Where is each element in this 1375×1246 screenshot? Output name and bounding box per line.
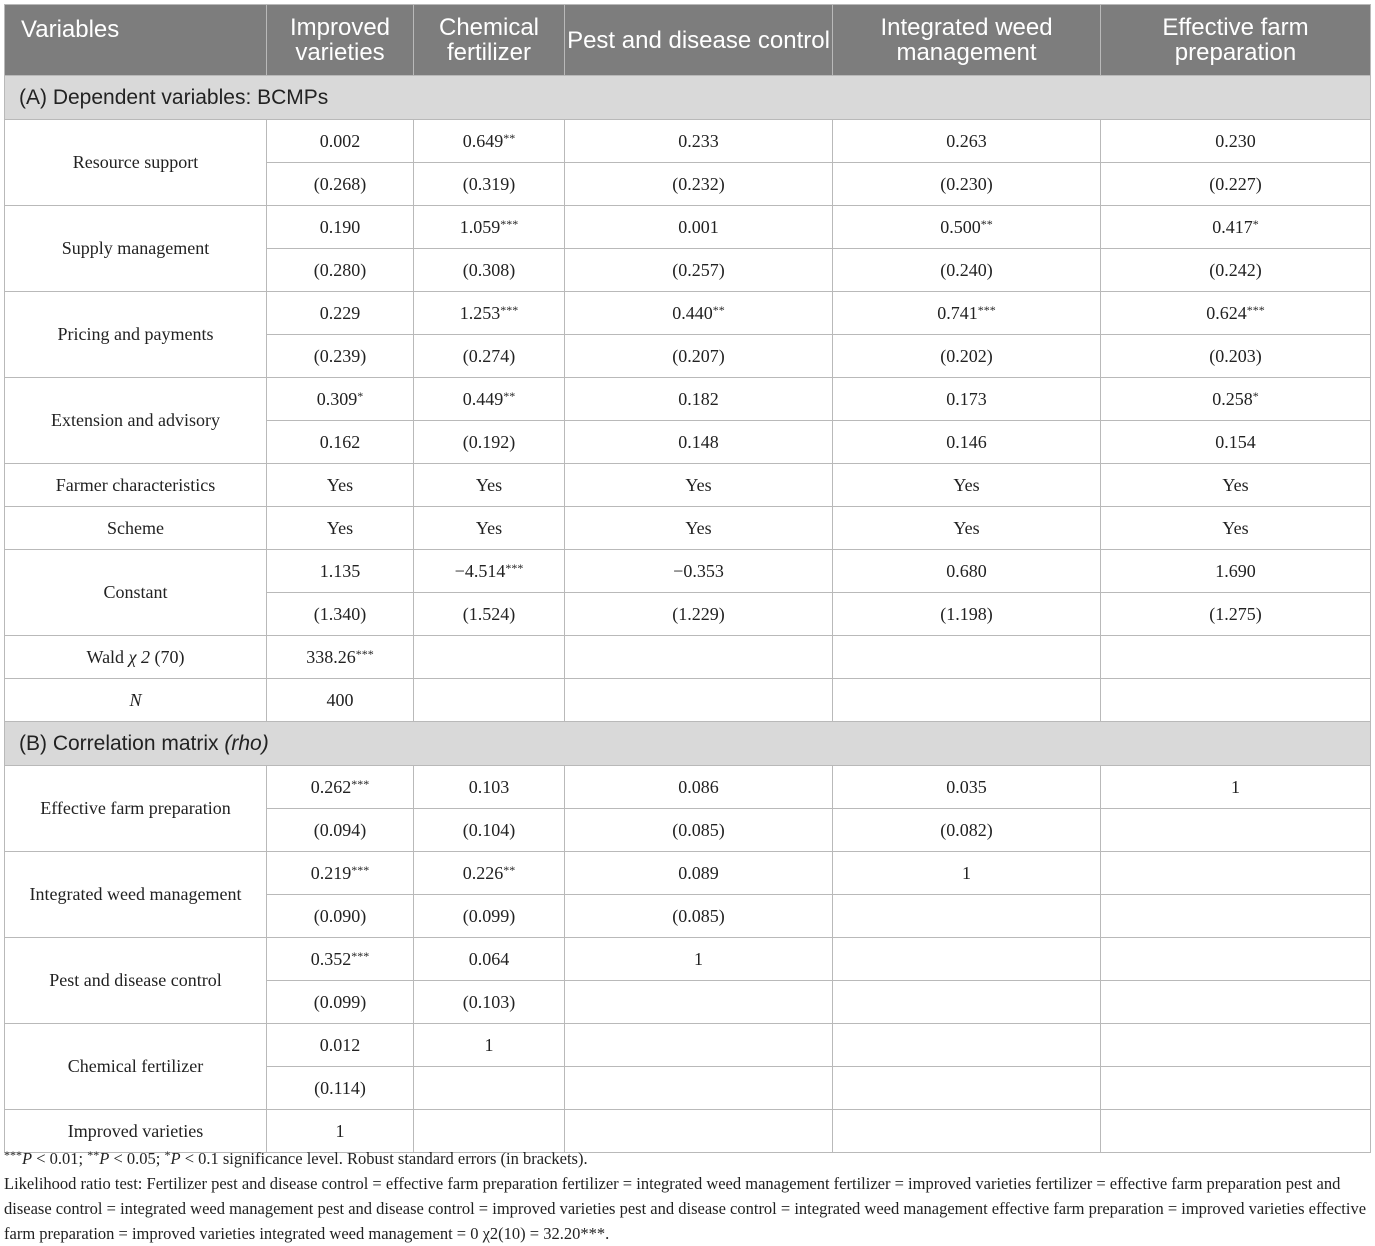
table-cell: [565, 981, 833, 1024]
table-cell: (0.227): [1101, 163, 1371, 206]
table-cell: [833, 938, 1101, 981]
table-cell: 0.263: [833, 120, 1101, 163]
table-cell: [1101, 809, 1371, 852]
table-cell: 1: [565, 938, 833, 981]
table-cell: (0.232): [565, 163, 833, 206]
header-pest-disease-control: Pest and disease control: [565, 5, 833, 76]
table-cell: [833, 679, 1101, 722]
table-cell: 0.229: [267, 292, 414, 335]
section-b-header: [5, 722, 1371, 766]
table-cell: (0.192): [414, 421, 565, 464]
table-cell: [833, 981, 1101, 1024]
row-label: Chemical fertilizer: [5, 1024, 267, 1110]
table-cell: 0.086: [565, 766, 833, 809]
table-cell: 0.162: [267, 421, 414, 464]
table-notes: [4, 1146, 1370, 1246]
row-label: N: [5, 679, 267, 722]
table-cell: 0.352***: [267, 938, 414, 981]
table-row: [5, 1024, 1371, 1067]
table-cell: [414, 636, 565, 679]
header-improved-varieties: Improved varieties: [267, 5, 414, 76]
table-row: [5, 120, 1371, 163]
table-cell: [414, 679, 565, 722]
table-cell: [833, 1067, 1101, 1110]
row-label: Improved varieties: [5, 1110, 267, 1153]
table-cell: Yes: [565, 464, 833, 507]
table-cell: 0.103: [414, 766, 565, 809]
header-effective-farm-preparation: Effective farm preparation: [1101, 5, 1371, 76]
table-cell: (0.308): [414, 249, 565, 292]
table-cell: 1: [267, 1110, 414, 1153]
row-label: Integrated weed management: [5, 852, 267, 938]
table-cell: 400: [267, 679, 414, 722]
significance-note: ***P < 0.01; **P < 0.05; *P < 0.1 significance level. Robust standard errors (in brackets).: [4, 1148, 588, 1168]
table-cell: (0.274): [414, 335, 565, 378]
table-row: [5, 464, 1371, 507]
table-row: [5, 292, 1371, 335]
table-cell: Yes: [1101, 507, 1371, 550]
table-cell: 0.064: [414, 938, 565, 981]
table-cell: 0.089: [565, 852, 833, 895]
table-cell: [1101, 679, 1371, 722]
row-label: Resource support: [5, 120, 267, 206]
row-label: Extension and advisory: [5, 378, 267, 464]
table-cell: [565, 1024, 833, 1067]
table-cell: 1.690: [1101, 550, 1371, 593]
table-cell: (1.198): [833, 593, 1101, 636]
table-cell: 0.182: [565, 378, 833, 421]
table-cell: (1.229): [565, 593, 833, 636]
table-cell: (0.085): [565, 895, 833, 938]
section-a-header: [5, 76, 1371, 120]
table-cell: 1: [1101, 766, 1371, 809]
table-cell: 0.741***: [833, 292, 1101, 335]
header-integrated-weed-management: Integrated weed management: [833, 5, 1101, 76]
row-label: Farmer characteristics: [5, 464, 267, 507]
table-cell: (0.085): [565, 809, 833, 852]
table-cell: 1: [833, 852, 1101, 895]
table-row: [5, 938, 1371, 981]
table-cell: 0.649**: [414, 120, 565, 163]
table-cell: (0.114): [267, 1067, 414, 1110]
table-cell: 0.001: [565, 206, 833, 249]
table-cell: [1101, 636, 1371, 679]
row-label: Wald χ 2 (70): [5, 636, 267, 679]
table-cell: 0.233: [565, 120, 833, 163]
table-row: [5, 636, 1371, 679]
row-label: Scheme: [5, 507, 267, 550]
table-row: [5, 679, 1371, 722]
row-label: Supply management: [5, 206, 267, 292]
table-cell: (0.242): [1101, 249, 1371, 292]
table-cell: 1: [414, 1024, 565, 1067]
results-table: [4, 4, 1371, 1153]
table-cell: 0.002: [267, 120, 414, 163]
table-cell: 0.190: [267, 206, 414, 249]
row-label: Constant: [5, 550, 267, 636]
table-cell: 0.230: [1101, 120, 1371, 163]
table-cell: −0.353: [565, 550, 833, 593]
results-table-container: [4, 4, 1370, 1153]
table-cell: 0.680: [833, 550, 1101, 593]
header-variables: Variables: [5, 5, 267, 76]
table-cell: (1.340): [267, 593, 414, 636]
table-cell: Yes: [833, 464, 1101, 507]
header-chemical-fertilizer: Chemical fertilizer: [414, 5, 565, 76]
table-cell: [565, 679, 833, 722]
table-cell: Yes: [267, 507, 414, 550]
table-cell: (0.203): [1101, 335, 1371, 378]
section-a-header-title: (A) Dependent variables: BCMPs: [5, 76, 1371, 120]
table-cell: [1101, 895, 1371, 938]
table-row: [5, 507, 1371, 550]
table-cell: 0.500**: [833, 206, 1101, 249]
table-cell: [1101, 1024, 1371, 1067]
table-cell: [565, 1067, 833, 1110]
table-cell: (0.099): [267, 981, 414, 1024]
table-cell: (0.207): [565, 335, 833, 378]
table-cell: 0.219***: [267, 852, 414, 895]
table-cell: (1.275): [1101, 593, 1371, 636]
table-cell: [833, 895, 1101, 938]
table-cell: [414, 1067, 565, 1110]
row-label: Effective farm preparation: [5, 766, 267, 852]
table-cell: (0.103): [414, 981, 565, 1024]
section-b-header-title: (B) Correlation matrix (rho): [5, 722, 1371, 766]
table-cell: 0.262***: [267, 766, 414, 809]
table-cell: [1101, 852, 1371, 895]
table-cell: (0.268): [267, 163, 414, 206]
table-cell: 0.035: [833, 766, 1101, 809]
table-row: [5, 766, 1371, 809]
table-cell: (0.239): [267, 335, 414, 378]
row-label: Pricing and payments: [5, 292, 267, 378]
table-cell: (0.082): [833, 809, 1101, 852]
table-cell: Yes: [565, 507, 833, 550]
table-cell: Yes: [414, 464, 565, 507]
table-cell: 0.012: [267, 1024, 414, 1067]
table-cell: (0.099): [414, 895, 565, 938]
table-cell: (1.524): [414, 593, 565, 636]
table-row: [5, 378, 1371, 421]
table-cell: 0.148: [565, 421, 833, 464]
header-row: [5, 5, 1371, 76]
table-row: [5, 852, 1371, 895]
table-cell: (0.104): [414, 809, 565, 852]
table-cell: [1101, 981, 1371, 1024]
table-row: [5, 550, 1371, 593]
table-cell: [833, 636, 1101, 679]
table-cell: 338.26***: [267, 636, 414, 679]
table-cell: [565, 636, 833, 679]
table-cell: 0.624***: [1101, 292, 1371, 335]
row-label: Pest and disease control: [5, 938, 267, 1024]
table-cell: [1101, 938, 1371, 981]
table-cell: 0.449**: [414, 378, 565, 421]
table-cell: [1101, 1067, 1371, 1110]
table-cell: (0.090): [267, 895, 414, 938]
table-cell: 1.135: [267, 550, 414, 593]
table-cell: (0.230): [833, 163, 1101, 206]
table-cell: Yes: [414, 507, 565, 550]
table-cell: 0.226**: [414, 852, 565, 895]
table-cell: 0.309*: [267, 378, 414, 421]
table-cell: Yes: [267, 464, 414, 507]
table-row: [5, 206, 1371, 249]
likelihood-note: Likelihood ratio test: Fertilizer pest and disease control = effective farm preparation fertilizer = integrated weed management fertilizer = improved varieties fertilizer = effective farm preparation pest and disease control = integrated weed management pest and disease control = improved varieties pest and disease control = integrated weed management effective farm preparation = improved varieties effective farm preparation = improved varieties integrated weed management = 0 χ2(10) = 32.20***.: [4, 1174, 1367, 1243]
table-cell: (0.257): [565, 249, 833, 292]
table-cell: 1.059***: [414, 206, 565, 249]
table-cell: 0.173: [833, 378, 1101, 421]
table-cell: Yes: [1101, 464, 1371, 507]
table-cell: [833, 1024, 1101, 1067]
table-cell: (0.094): [267, 809, 414, 852]
table-cell: (0.319): [414, 163, 565, 206]
table-cell: Yes: [833, 507, 1101, 550]
table-cell: 1.253***: [414, 292, 565, 335]
table-cell: (0.240): [833, 249, 1101, 292]
table-header: [5, 5, 1371, 76]
table-cell: 0.258*: [1101, 378, 1371, 421]
table-cell: (0.202): [833, 335, 1101, 378]
table-cell: −4.514***: [414, 550, 565, 593]
table-body: [5, 76, 1371, 1153]
table-cell: 0.440**: [565, 292, 833, 335]
table-cell: (0.280): [267, 249, 414, 292]
table-cell: 0.417*: [1101, 206, 1371, 249]
table-cell: 0.146: [833, 421, 1101, 464]
table-cell: 0.154: [1101, 421, 1371, 464]
